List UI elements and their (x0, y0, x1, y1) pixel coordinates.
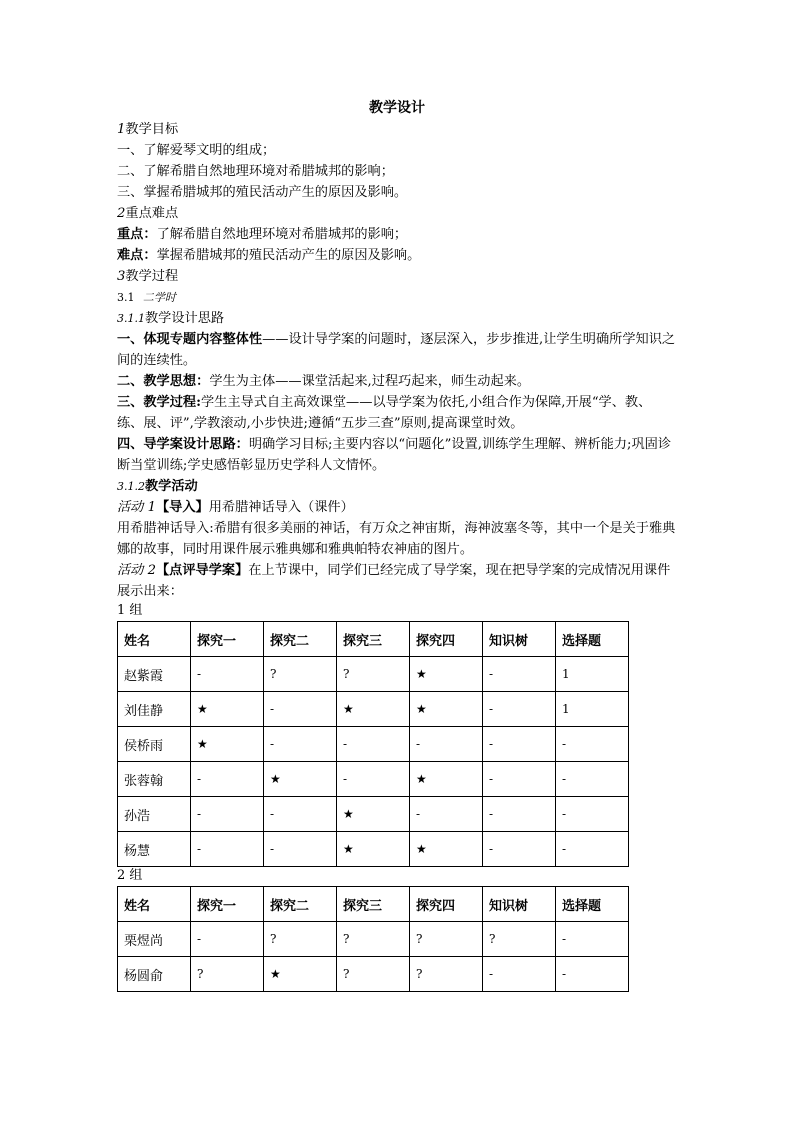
table-cell: ? (337, 957, 410, 992)
table-cell: - (483, 957, 556, 992)
header-cell: 探究二 (264, 887, 337, 922)
table-cell: - (337, 762, 410, 797)
group-2-label: 2 组 (117, 868, 143, 883)
table-cell: - (556, 832, 629, 867)
table-header-row (118, 622, 629, 657)
table-cell: - (264, 692, 337, 727)
header-cell: 探究三 (337, 887, 410, 922)
section-3-1: 3.1 二学时 (117, 291, 176, 304)
table-cell: ★ (410, 832, 483, 867)
table-cell: 1 (556, 657, 629, 692)
table-row (118, 692, 629, 727)
design-point-4: 四、导学案设计思路：明确学习目标;主要内容以“问题化”设置,训练学生理解、辨析能力;巩固诊断当堂训练;学史感悟彰显历史学科人文情怀。 (117, 437, 672, 473)
header-cell: 知识树 (483, 887, 556, 922)
table-cell: - (556, 797, 629, 832)
table-row (118, 762, 629, 797)
student-name: 孙浩 (118, 797, 191, 832)
header-cell: 姓名 (118, 887, 191, 922)
header-cell: 知识树 (483, 622, 556, 657)
design-point-3: 三、教学过程:学生主导式自主高效课堂——以导学案为依托,小组合作为保障,开展“学、教、练、展、评”,学教滚动,小步快进;遵循“五步三查”原则,提高课堂时效。 (117, 395, 652, 431)
table-cell: ? (337, 657, 410, 692)
table-cell: - (483, 762, 556, 797)
activity-1-body: 用希腊神话导入:希腊有很多美丽的神话，有万众之神宙斯，海神波塞冬等，其中一个是关于雅典娜的故事，同时用课件展示雅典娜和雅典帕特农神庙的图片。 (117, 521, 676, 557)
table-cell: - (556, 762, 629, 797)
goal-1: 一、了解爱琴文明的组成； (117, 143, 276, 158)
table-row (118, 922, 629, 957)
header-cell: 姓名 (118, 622, 191, 657)
table-cell: ★ (337, 797, 410, 832)
table-cell: 1 (556, 692, 629, 727)
header-cell: 探究一 (191, 622, 264, 657)
table-cell: - (191, 762, 264, 797)
table-cell: - (556, 922, 629, 957)
table-cell: ★ (191, 727, 264, 762)
difficult-point: 难点：掌握希腊城邦的殖民活动产生的原因及影响。 (117, 248, 421, 263)
table-cell: ? (264, 922, 337, 957)
table-cell: - (264, 797, 337, 832)
table-cell: - (191, 797, 264, 832)
section-3-1-1-heading: 3.1.1教学设计思路 (117, 311, 225, 326)
table-cell: - (410, 797, 483, 832)
table-cell: ? (483, 922, 556, 957)
table-cell: - (483, 657, 556, 692)
table-cell: - (483, 727, 556, 762)
table-cell: ? (264, 657, 337, 692)
student-name: 刘佳静 (118, 692, 191, 727)
header-cell: 探究一 (191, 887, 264, 922)
document-page (117, 97, 677, 992)
table-row (118, 832, 629, 867)
table-cell: ★ (264, 762, 337, 797)
table-cell: - (556, 727, 629, 762)
table-row (118, 657, 629, 692)
table-cell: ★ (410, 657, 483, 692)
table-cell: ? (191, 957, 264, 992)
header-cell: 探究四 (410, 887, 483, 922)
design-point-2: 二、教学思想：学生为主体——课堂活起来,过程巧起来，师生动起来。 (117, 374, 531, 389)
page-title: 教学设计 (369, 100, 425, 116)
group-1-table (117, 621, 629, 867)
group-1-label: 1 组 (117, 603, 143, 618)
table-cell: ★ (337, 832, 410, 867)
table-cell: - (556, 957, 629, 992)
section-3-heading: 3教学过程 (117, 269, 179, 284)
student-name: 杨圆俞 (118, 957, 191, 992)
table-cell: - (483, 692, 556, 727)
section-3-1-2-heading: 3.1.2教学活动 (117, 479, 198, 494)
table-header-row (118, 887, 629, 922)
activity-2-heading: 活动 2【点评导学案】在上节课中，同学们已经完成了导学案，现在把导学案的完成情况用课件展示出来： (117, 563, 671, 599)
student-name: 张蓉翰 (118, 762, 191, 797)
table-row (118, 797, 629, 832)
table-cell: ? (410, 922, 483, 957)
group-2-table (117, 886, 629, 992)
table-cell: ★ (337, 692, 410, 727)
table-cell: - (264, 727, 337, 762)
table-cell: ? (337, 922, 410, 957)
header-cell: 探究三 (337, 622, 410, 657)
table-cell: ★ (264, 957, 337, 992)
header-cell: 选择题 (556, 622, 629, 657)
table-row (118, 727, 629, 762)
table-cell: - (410, 727, 483, 762)
activity-1-heading: 活动 1【导入】用希腊神话导入（课件） (117, 500, 354, 515)
table-cell: - (191, 922, 264, 957)
table-cell: - (264, 832, 337, 867)
student-name: 栗煜尚 (118, 922, 191, 957)
table-cell: - (483, 832, 556, 867)
table-cell: ★ (191, 692, 264, 727)
header-cell: 探究二 (264, 622, 337, 657)
goal-2: 二、了解希腊自然地理环境对希腊城邦的影响； (117, 164, 394, 179)
design-point-1: 一、体现专题内容整体性——设计导学案的问题时，逐层深入，步步推进,让学生明确所学知识之间的连续性。 (117, 332, 676, 368)
table-row (118, 957, 629, 992)
table-cell: ? (410, 957, 483, 992)
table-cell: ★ (410, 692, 483, 727)
student-name: 杨慧 (118, 832, 191, 867)
goal-3: 三、掌握希腊城邦的殖民活动产生的原因及影响。 (117, 185, 408, 200)
key-point: 重点：了解希腊自然地理环境对希腊城邦的影响； (117, 227, 408, 242)
table-cell: ★ (410, 762, 483, 797)
section-1-heading: 1教学目标 (117, 122, 179, 137)
header-cell: 探究四 (410, 622, 483, 657)
table-cell: - (191, 832, 264, 867)
table-cell: - (337, 727, 410, 762)
table-cell: - (483, 797, 556, 832)
header-cell: 选择题 (556, 887, 629, 922)
student-name: 侯桥雨 (118, 727, 191, 762)
student-name: 赵紫霞 (118, 657, 191, 692)
section-2-heading: 2重点难点 (117, 206, 179, 221)
table-cell: - (191, 657, 264, 692)
